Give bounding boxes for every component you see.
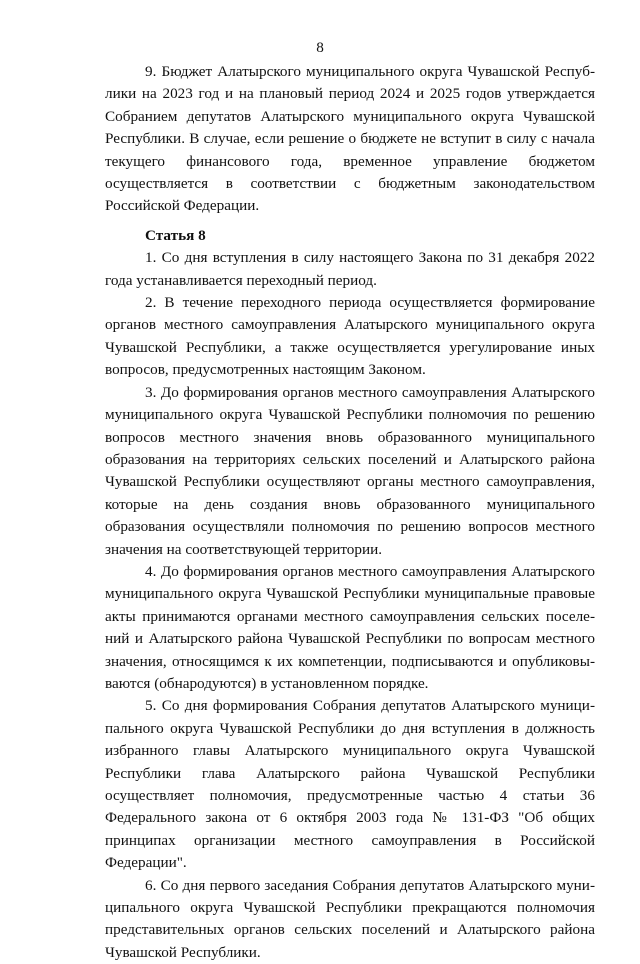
article-item-1: 1. Со дня вступления в силу настоящего Закона по 31 декабря 2022 года устанавливается переходный период. <box>105 249 595 289</box>
article-heading: Статья 8 <box>145 226 206 244</box>
page-number: 8 <box>316 39 324 56</box>
article-item-6: 6. Со дня первого заседания Собрания депутатов Алатырского муниципального округа Чувашской Республики прекращаются полномочия представительных органов сельских поселений и Алатырского района Чувашской Республики. <box>105 876 595 961</box>
article-item-4: 4. До формирования органов местного самоуправления Алатырского муниципального округа Чувашской Республики муниципальные правовые акты принимаются органами местного самоуправления сельских поселений и Алатырского района Чувашской Республики по вопросам местного значения, относящимся к их компетенции, подписываются и опубликовываются (обнародуются) в установленном порядке. <box>105 562 595 692</box>
article-item-3: 3. До формирования органов местного самоуправления Алатырского муниципального округа Чувашской Республики полномочия по решению вопросов местного значения вновь образованного муниципального образования на территориях сельских поселений и Алатырского района Чувашской Республики осуществляют органы местного самоуправления, которые на день создания вновь образованного муниципального образования осуществляли полномочия по решению вопросов местного значения на соответствующей территории. <box>105 383 595 558</box>
paragraph-budget: 9. Бюджет Алатырского муниципального округа Чувашской Республики на 2023 год и на плановый период 2024 и 2025 годов утверждается Собранием депутатов Алатырского муниципального округа Чувашской Республики. В случае, если решение о бюджете не вступит в силу с начала текущего финансового года, временное управление бюджетом осуществляется в соответствии с бюджетным законодательством Российской Федерации. <box>105 63 595 215</box>
article-item-5: 5. Со дня формирования Собрания депутатов Алатырского муниципального округа Чувашской Республики до дня вступления в должность избранного главы Алатырского муниципального округа Чувашской Республики глава Алатырского района Чувашской Республики осуществляет полномочия, предусмотренные частью 4 статьи 36 Федерального закона от 6 октября 2003 года № 131-ФЗ "Об общих принципах организации местного самоуправления в Российской Федерации". <box>105 697 595 872</box>
document-body <box>105 61 595 964</box>
article-item-2: 2. В течение переходного периода осуществляется формирование органов местного самоуправления Алатырского муниципального округа Чувашской Республики, а также осуществляется урегулирование иных вопросов, предусмотренных настоящим Законом. <box>105 294 595 379</box>
